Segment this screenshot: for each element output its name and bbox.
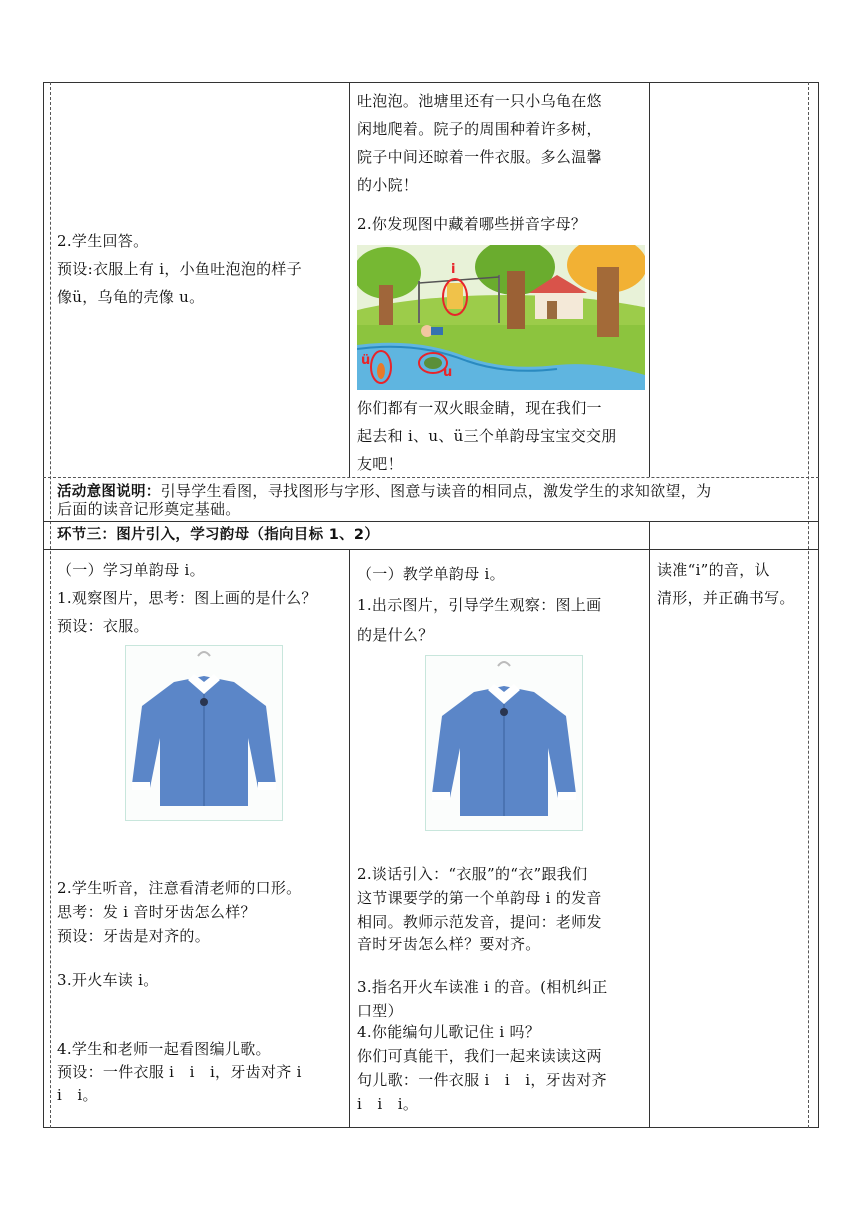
left-s3: 3.开火车读 i。 [57, 971, 159, 989]
column-divider-2 [649, 82, 650, 477]
conclusion-line-3: 友吧！ [357, 455, 403, 473]
inner-left-dash [50, 82, 51, 1128]
left-a1: 预设：衣服。 [57, 617, 149, 635]
preset-line-1: 预设:衣服上有 i，小鱼吐泡泡的样子 [57, 260, 303, 278]
question-2: 2.你发现图中藏着哪些拼音字母？ [357, 215, 587, 233]
mid-m3a: 3.指名开火车读准 i 的音。(相机纠正 [357, 978, 608, 996]
blue-shirt-photo-middle [425, 655, 583, 831]
left-s4b: 预设：一件衣服 i i i，牙齿对齐 i [57, 1063, 302, 1081]
mid-m1b: 的是什么？ [357, 626, 434, 644]
left-s4a: 4.学生和老师一起看图编儿歌。 [57, 1040, 271, 1058]
section-3-title: 环节三：图片引入，学习韵母（指向目标 1、2） [57, 527, 380, 543]
goal-line-2: 清形，并正确书写。 [657, 589, 795, 607]
story-line-4: 的小院！ [357, 176, 419, 194]
section-cell-divider [649, 521, 650, 549]
left-s4c: i i。 [57, 1086, 98, 1104]
preset-line-2: 像ü，乌龟的壳像 u。 [57, 288, 205, 306]
mid-m4a: 4.你能编句儿歌记住 i 吗？ [357, 1023, 541, 1041]
goal-line-1: 读准“i”的音，认 [657, 561, 770, 579]
blue-shirt-photo-left [125, 645, 283, 821]
inner-right-dash [808, 82, 809, 1128]
mid-m4d: i i i。 [357, 1095, 419, 1113]
mid-m3b: 口型） [357, 1002, 403, 1020]
left-s2b: 思考：发 i 音时牙齿怎么样？ [57, 903, 256, 921]
mid-m2b: 这节课要学的第一个单韵母 i 的发音 [357, 889, 602, 907]
left-s2a: 2.学生听音，注意看清老师的口形。 [57, 879, 302, 897]
left-heading: （一）学习单韵母 i。 [57, 561, 205, 579]
pond-yard-scene-picture [357, 245, 645, 390]
intent-label: 活动意图说明： [57, 484, 161, 500]
row-divider-1 [43, 477, 819, 478]
mid-m2a: 2.谈话引入：“衣服”的“衣”跟我们 [357, 865, 588, 883]
mid-m2d: 音时牙齿怎么样？要对齐。 [357, 935, 541, 953]
column-divider-1 [349, 82, 350, 477]
intent-text-1: 引导学生看图，寻找图形与字形、图意与读音的相同点，激发学生的求知欲望，为 [160, 482, 712, 500]
story-line-2: 闲地爬着。院子的周围种着许多树， [357, 120, 602, 138]
left-s2c: 预设：牙齿是对齐的。 [57, 927, 211, 945]
left-q1: 1.观察图片，思考：图上画的是什么？ [57, 589, 317, 607]
story-line-1: 吐泡泡。池塘里还有一只小乌龟在悠 [357, 92, 602, 110]
conclusion-line-2: 起去和 i、u、ü三个单韵母宝宝交交朋 [357, 427, 617, 445]
mid-m1a: 1.出示图片，引导学生观察：图上画 [357, 596, 602, 614]
scene-label-v: ü [361, 353, 371, 368]
mid-m4c: 句儿歌：一件衣服 i i i，牙齿对齐 [357, 1071, 607, 1089]
column-divider-1b [349, 549, 350, 1128]
conclusion-line-1: 你们都有一双火眼金睛，现在我们一 [357, 399, 602, 417]
mid-heading: （一）教学单韵母 i。 [357, 565, 505, 583]
student-answer: 2.学生回答。 [57, 232, 149, 250]
story-line-3: 院子中间还晾着一件衣服。多么温馨 [357, 148, 602, 166]
mid-m2c: 相同。教师示范发音，提问：老师发 [357, 913, 602, 931]
mid-m4b: 你们可真能干，我们一起来读读这两 [357, 1047, 602, 1065]
row-divider-3 [43, 549, 819, 550]
column-divider-2b [649, 549, 650, 1128]
scene-label-u: u [443, 365, 453, 380]
intent-text-2: 后面的读音记形奠定基础。 [57, 500, 241, 518]
scene-label-i: i [451, 262, 456, 277]
